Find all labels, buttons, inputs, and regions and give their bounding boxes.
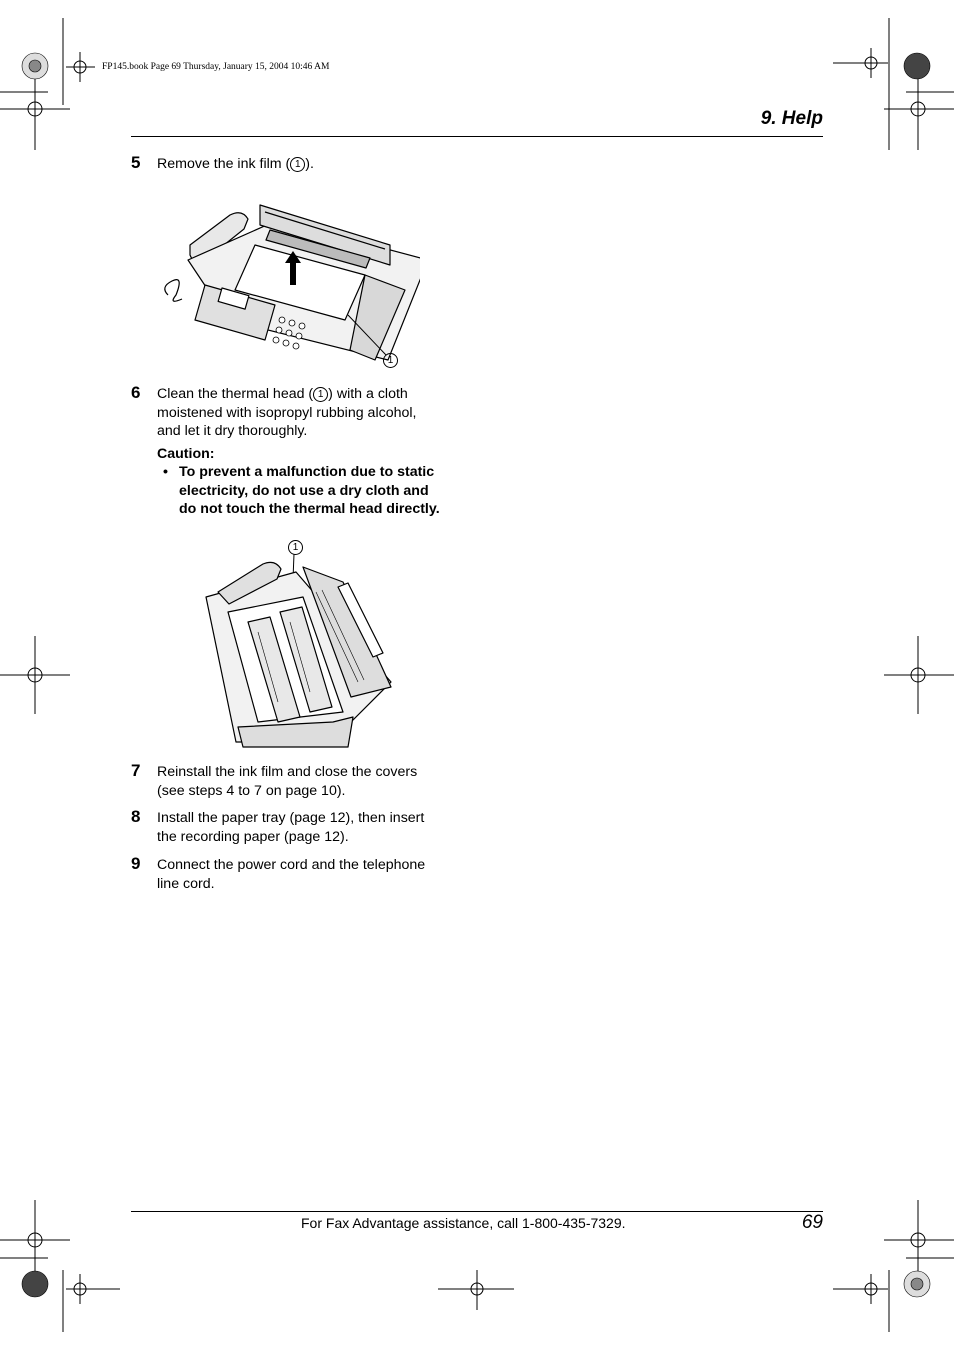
step-8-number: 8 [131,807,141,826]
step-6-text: Clean the thermal head ( 1 ) with a cloth moistened with isopropyl rubbing alcohol, and let it dry thoroughly. [157,386,417,439]
figure-1-callout: 1 [383,353,398,368]
header-rule [131,136,823,137]
callout-marker: 1 [290,157,305,172]
step-5-text: Remove the ink film ( 1 ). [157,156,314,172]
fax-thermal-head-illustration [198,552,398,752]
step-8-text: Install the paper tray (page 12), then insert the recording paper (page 12). [157,810,425,845]
step-9-number: 9 [131,854,141,873]
footer-rule [131,1211,823,1212]
callout-marker: 1 [313,387,328,402]
footer-assistance-text: For Fax Advantage assistance, call 1-800-435-7329. [301,1215,626,1231]
step-7-text: Reinstall the ink film and close the covers (see steps 4 to 7 on page 10). [157,764,418,799]
caution-label: Caution: [157,446,215,462]
section-title: 9. Help [760,108,823,129]
book-info: FP145.book Page 69 Thursday, January 15, 2004 10:46 AM [102,62,330,72]
caution-text: To prevent a malfunction due to static electricity, do not use a dry cloth and do not touch the thermal head directly. [179,464,440,517]
page-number: 69 [801,1212,823,1233]
step-7-number: 7 [131,761,141,780]
step-6-number: 6 [131,383,141,402]
step-5-number: 5 [131,153,141,172]
figure-2-callout: 1 [288,540,303,555]
fax-ink-film-removal-illustration [160,190,420,370]
step-9-text: Connect the power cord and the telephone line cord. [157,857,426,892]
caution-bullet: • [163,464,168,480]
